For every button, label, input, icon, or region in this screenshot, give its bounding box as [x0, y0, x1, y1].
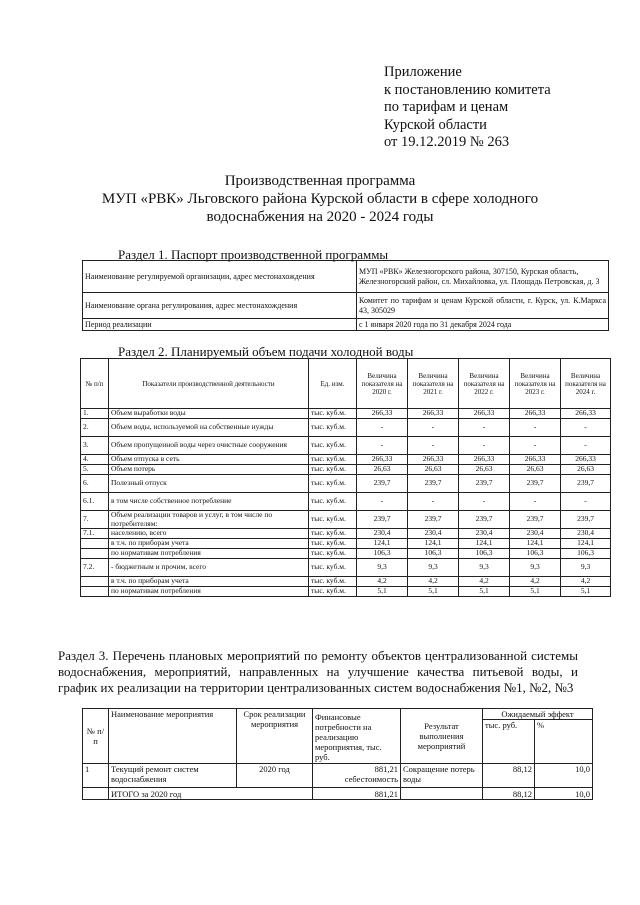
table-row — [81, 549, 611, 559]
row-indicator: Объем пропущенной воды через очистные сооружения — [109, 437, 309, 455]
row-value: 266,33 — [561, 409, 611, 419]
row-indicator: в т.ч. по приборам учета — [109, 577, 309, 587]
row-value: 266,33 — [357, 455, 408, 465]
table-row — [81, 465, 611, 475]
row-number — [81, 549, 109, 559]
row-indicator: Объем отпуска в сеть — [109, 455, 309, 465]
title-line: водоснабжения на 2020 - 2024 годы — [206, 209, 434, 225]
row-indicator: по нормативам потребления — [109, 587, 309, 597]
row-value: 5,1 — [357, 587, 408, 597]
appendix-line: от 19.12.2019 № 263 — [384, 134, 510, 150]
row-value: - — [561, 419, 611, 437]
row-value: - — [408, 437, 459, 455]
title-line: Производственная программа — [224, 173, 416, 189]
row-unit: тыс. куб.м. — [309, 511, 357, 529]
table-row — [81, 577, 611, 587]
passport-value: МУП «РВК» Железногорского района, 307150, Курская область, Железногорский район, сл. Михайловка, ул. Площадь Петровская, д. 3 — [357, 261, 609, 293]
table-row — [81, 437, 611, 455]
passport-label: Наименование органа регулирования, адрес местонахождения — [83, 293, 357, 319]
row-number: 6. — [81, 475, 109, 493]
row-value: 266,33 — [561, 455, 611, 465]
row-value: 5,1 — [561, 587, 611, 597]
row-value: 266,33 — [510, 455, 561, 465]
appendix-line: к постановлению комитета — [384, 81, 551, 98]
row-value: - — [561, 437, 611, 455]
row-value: 4,2 — [510, 577, 561, 587]
row-value: 106,3 — [510, 549, 561, 559]
row-value: 239,7 — [510, 511, 561, 529]
row-indicator: - бюджетным и прочим, всего — [109, 559, 309, 577]
col-header-2023: Величина показателя на 2023 г. — [510, 359, 561, 409]
table-row — [83, 293, 609, 319]
row-value: 124,1 — [561, 539, 611, 549]
row-value: 4,2 — [459, 577, 510, 587]
section1-heading: Раздел 1. Паспорт производственной программы — [118, 247, 389, 262]
row-number: 7. — [81, 511, 109, 529]
row-value: 26,63 — [357, 465, 408, 475]
row-unit: тыс. куб.м. — [309, 549, 357, 559]
col-header-name: Наименование мероприятия — [109, 709, 237, 764]
row-value: 106,3 — [357, 549, 408, 559]
row-value: 106,3 — [459, 549, 510, 559]
row-value: 9,3 — [357, 559, 408, 577]
row-value: 26,63 — [510, 465, 561, 475]
row-value: 124,1 — [357, 539, 408, 549]
row-value: 4,2 — [408, 577, 459, 587]
col-header-effect-pct: % — [535, 720, 593, 764]
row-unit: тыс. куб.м. — [309, 465, 357, 475]
row-value: 266,33 — [510, 409, 561, 419]
row-number: 3. — [81, 437, 109, 455]
row-value: - — [510, 437, 561, 455]
row-value: 239,7 — [510, 475, 561, 493]
table-row — [81, 539, 611, 549]
row-value: 239,7 — [357, 475, 408, 493]
row-unit: тыс. куб.м. — [309, 437, 357, 455]
row-value: 266,33 — [408, 455, 459, 465]
row-value: - — [459, 419, 510, 437]
row-value: 239,7 — [459, 511, 510, 529]
row-value: 4,2 — [561, 577, 611, 587]
row-value: 26,63 — [459, 465, 510, 475]
table-row — [83, 261, 609, 293]
row-value: - — [510, 493, 561, 511]
row-value: 5,1 — [510, 587, 561, 597]
row-indicator: Объем выработки воды — [109, 409, 309, 419]
row-value: - — [357, 437, 408, 455]
row-value: 9,3 — [561, 559, 611, 577]
row-indicator: населению, всего — [109, 529, 309, 539]
table-row — [81, 587, 611, 597]
row-unit: тыс. куб.м. — [309, 577, 357, 587]
row-value: - — [459, 437, 510, 455]
row-value: 266,33 — [459, 455, 510, 465]
col-header-num: № п/п — [83, 709, 109, 764]
row-value: - — [408, 493, 459, 511]
row-value: 124,1 — [510, 539, 561, 549]
row-unit: тыс. куб.м. — [309, 493, 357, 511]
title-line: МУП «РВК» Льговского района Курской области в сфере холодного — [101, 191, 539, 207]
row-value: 230,4 — [510, 529, 561, 539]
row-value: - — [357, 493, 408, 511]
row-value: 26,63 — [408, 465, 459, 475]
row-value: 266,33 — [357, 409, 408, 419]
row-value: 4,2 — [357, 577, 408, 587]
row-indicator: Объем воды, используемой на собственные нужды — [109, 419, 309, 437]
row-value: 9,3 — [459, 559, 510, 577]
row-unit: тыс. куб.м. — [309, 475, 357, 493]
table-row — [81, 511, 611, 529]
col-header-indicator: Показатели производственной деятельности — [109, 359, 309, 409]
row-value: 239,7 — [561, 511, 611, 529]
col-header-2021: Величина показателя на 2021 г. — [408, 359, 459, 409]
col-header-finance: Финансовые потребности на реализацию мероприятия, тыс. руб. — [313, 709, 401, 764]
row-value: 106,3 — [408, 549, 459, 559]
row-unit: тыс. куб.м. — [309, 587, 357, 597]
table-row — [81, 409, 611, 419]
table-row — [81, 559, 611, 577]
table-row — [81, 493, 611, 511]
row-value: - — [357, 419, 408, 437]
passport-value: с 1 января 2020 года по 31 декабря 2024 года — [357, 319, 609, 331]
row-indicator: Объем потерь — [109, 465, 309, 475]
measure-result: Сокращение потерь воды — [401, 764, 483, 788]
table-total-row — [83, 788, 593, 800]
row-number — [81, 577, 109, 587]
row-unit: тыс. куб.м. — [309, 409, 357, 419]
row-unit: тыс. куб.м. — [309, 559, 357, 577]
row-number: 6.1. — [81, 493, 109, 511]
passport-table — [82, 260, 609, 331]
passport-value: Комитет по тарифам и ценам Курской области, г. Курск, ул. К.Маркса 43, 305029 — [357, 293, 609, 319]
row-value: 26,63 — [561, 465, 611, 475]
row-value: 230,4 — [459, 529, 510, 539]
row-value: - — [510, 419, 561, 437]
col-header-num: № п/п — [81, 359, 109, 409]
row-unit: тыс. куб.м. — [309, 455, 357, 465]
row-value: 239,7 — [408, 475, 459, 493]
table-row — [81, 419, 611, 437]
col-header-result: Результат выполнения мероприятий — [401, 709, 483, 764]
measure-name: Текущий ремонт систем водоснабжения — [109, 764, 237, 788]
document-title — [0, 172, 640, 226]
row-value: - — [408, 419, 459, 437]
section3-heading: Раздел 3. Перечень плановых мероприятий по ремонту объектов централизованной системы водоснабжения, мероприятий, направленных на улучшение качества питьевой воды, и график их реализации на территории централизованных систем водоснабжения №1, №2, №3 — [58, 648, 578, 695]
row-number: 7.1. — [81, 529, 109, 539]
row-value: 266,33 — [408, 409, 459, 419]
row-value: 124,1 — [459, 539, 510, 549]
table-header-row — [83, 709, 593, 720]
section2-heading: Раздел 2. Планируемый объем подачи холодной воды — [118, 344, 414, 359]
total-effect-pct: 10,0 — [535, 788, 593, 800]
table-row — [83, 319, 609, 331]
row-number: 1. — [81, 409, 109, 419]
total-result-cell — [401, 788, 483, 800]
row-value: 239,7 — [357, 511, 408, 529]
table-row — [81, 455, 611, 465]
col-header-unit: Ед. изм. — [309, 359, 357, 409]
row-number: 5. — [81, 465, 109, 475]
row-value: 239,7 — [459, 475, 510, 493]
total-effect-rub: 88,12 — [483, 788, 535, 800]
passport-label: Период реализации — [83, 319, 357, 331]
row-indicator: в т.ч. по приборам учета — [109, 539, 309, 549]
total-label: ИТОГО за 2020 год — [109, 788, 313, 800]
measure-finance — [313, 764, 401, 788]
col-header-2022: Величина показателя на 2022 г. — [459, 359, 510, 409]
row-value: 239,7 — [408, 511, 459, 529]
measure-finance-value: 881,21 — [374, 764, 398, 774]
measure-num: 1 — [83, 764, 109, 788]
row-unit: тыс. куб.м. — [309, 539, 357, 549]
col-header-2020: Величина показателя на 2020 г. — [357, 359, 408, 409]
row-indicator: по нормативам потребления — [109, 549, 309, 559]
row-value: 230,4 — [408, 529, 459, 539]
total-finance: 881,21 — [313, 788, 401, 800]
row-number — [81, 587, 109, 597]
col-header-effect-rub: тыс. руб. — [483, 720, 535, 764]
row-value: 266,33 — [459, 409, 510, 419]
row-unit: тыс. куб.м. — [309, 419, 357, 437]
row-value: 5,1 — [408, 587, 459, 597]
row-value: 230,4 — [561, 529, 611, 539]
row-value: 239,7 — [561, 475, 611, 493]
table-row — [81, 529, 611, 539]
col-header-2024: Величина показателя на 2024 г. — [561, 359, 611, 409]
row-value: 5,1 — [459, 587, 510, 597]
appendix-block — [384, 64, 551, 152]
row-unit: тыс. куб.м. — [309, 529, 357, 539]
row-value: 9,3 — [510, 559, 561, 577]
measure-finance-note: себестоимость — [344, 774, 398, 784]
row-value: - — [561, 493, 611, 511]
row-number: 2. — [81, 419, 109, 437]
col-header-period: Срок реализации мероприятия — [237, 709, 313, 764]
col-header-effect: Ожидаемый эффект — [483, 709, 593, 720]
row-value: 124,1 — [408, 539, 459, 549]
row-number: 4. — [81, 455, 109, 465]
measures-table — [82, 708, 593, 800]
row-indicator: в том числе собственное потребление — [109, 493, 309, 511]
table-row — [83, 764, 593, 788]
appendix-line: Приложение — [384, 64, 462, 80]
passport-label: Наименование регулируемой организации, адрес местонахождения — [83, 261, 357, 293]
row-number — [81, 539, 109, 549]
appendix-line: Курской области — [384, 116, 487, 133]
row-indicator: Полезный отпуск — [109, 475, 309, 493]
measure-effect-pct: 10,0 — [535, 764, 593, 788]
table-header-row — [81, 359, 611, 409]
measure-effect-rub: 88,12 — [483, 764, 535, 788]
supply-volume-table — [80, 358, 611, 597]
row-indicator: Объем реализации товаров и услуг, в том числе по потребителям: — [109, 511, 309, 529]
row-value: 230,4 — [357, 529, 408, 539]
row-value: 106,3 — [561, 549, 611, 559]
row-number: 7.2. — [81, 559, 109, 577]
total-num-cell — [83, 788, 109, 800]
measure-period: 2020 год — [237, 764, 313, 788]
row-value: 9,3 — [408, 559, 459, 577]
appendix-line: по тарифам и ценам — [384, 99, 509, 115]
row-value: - — [459, 493, 510, 511]
table-row — [81, 475, 611, 493]
